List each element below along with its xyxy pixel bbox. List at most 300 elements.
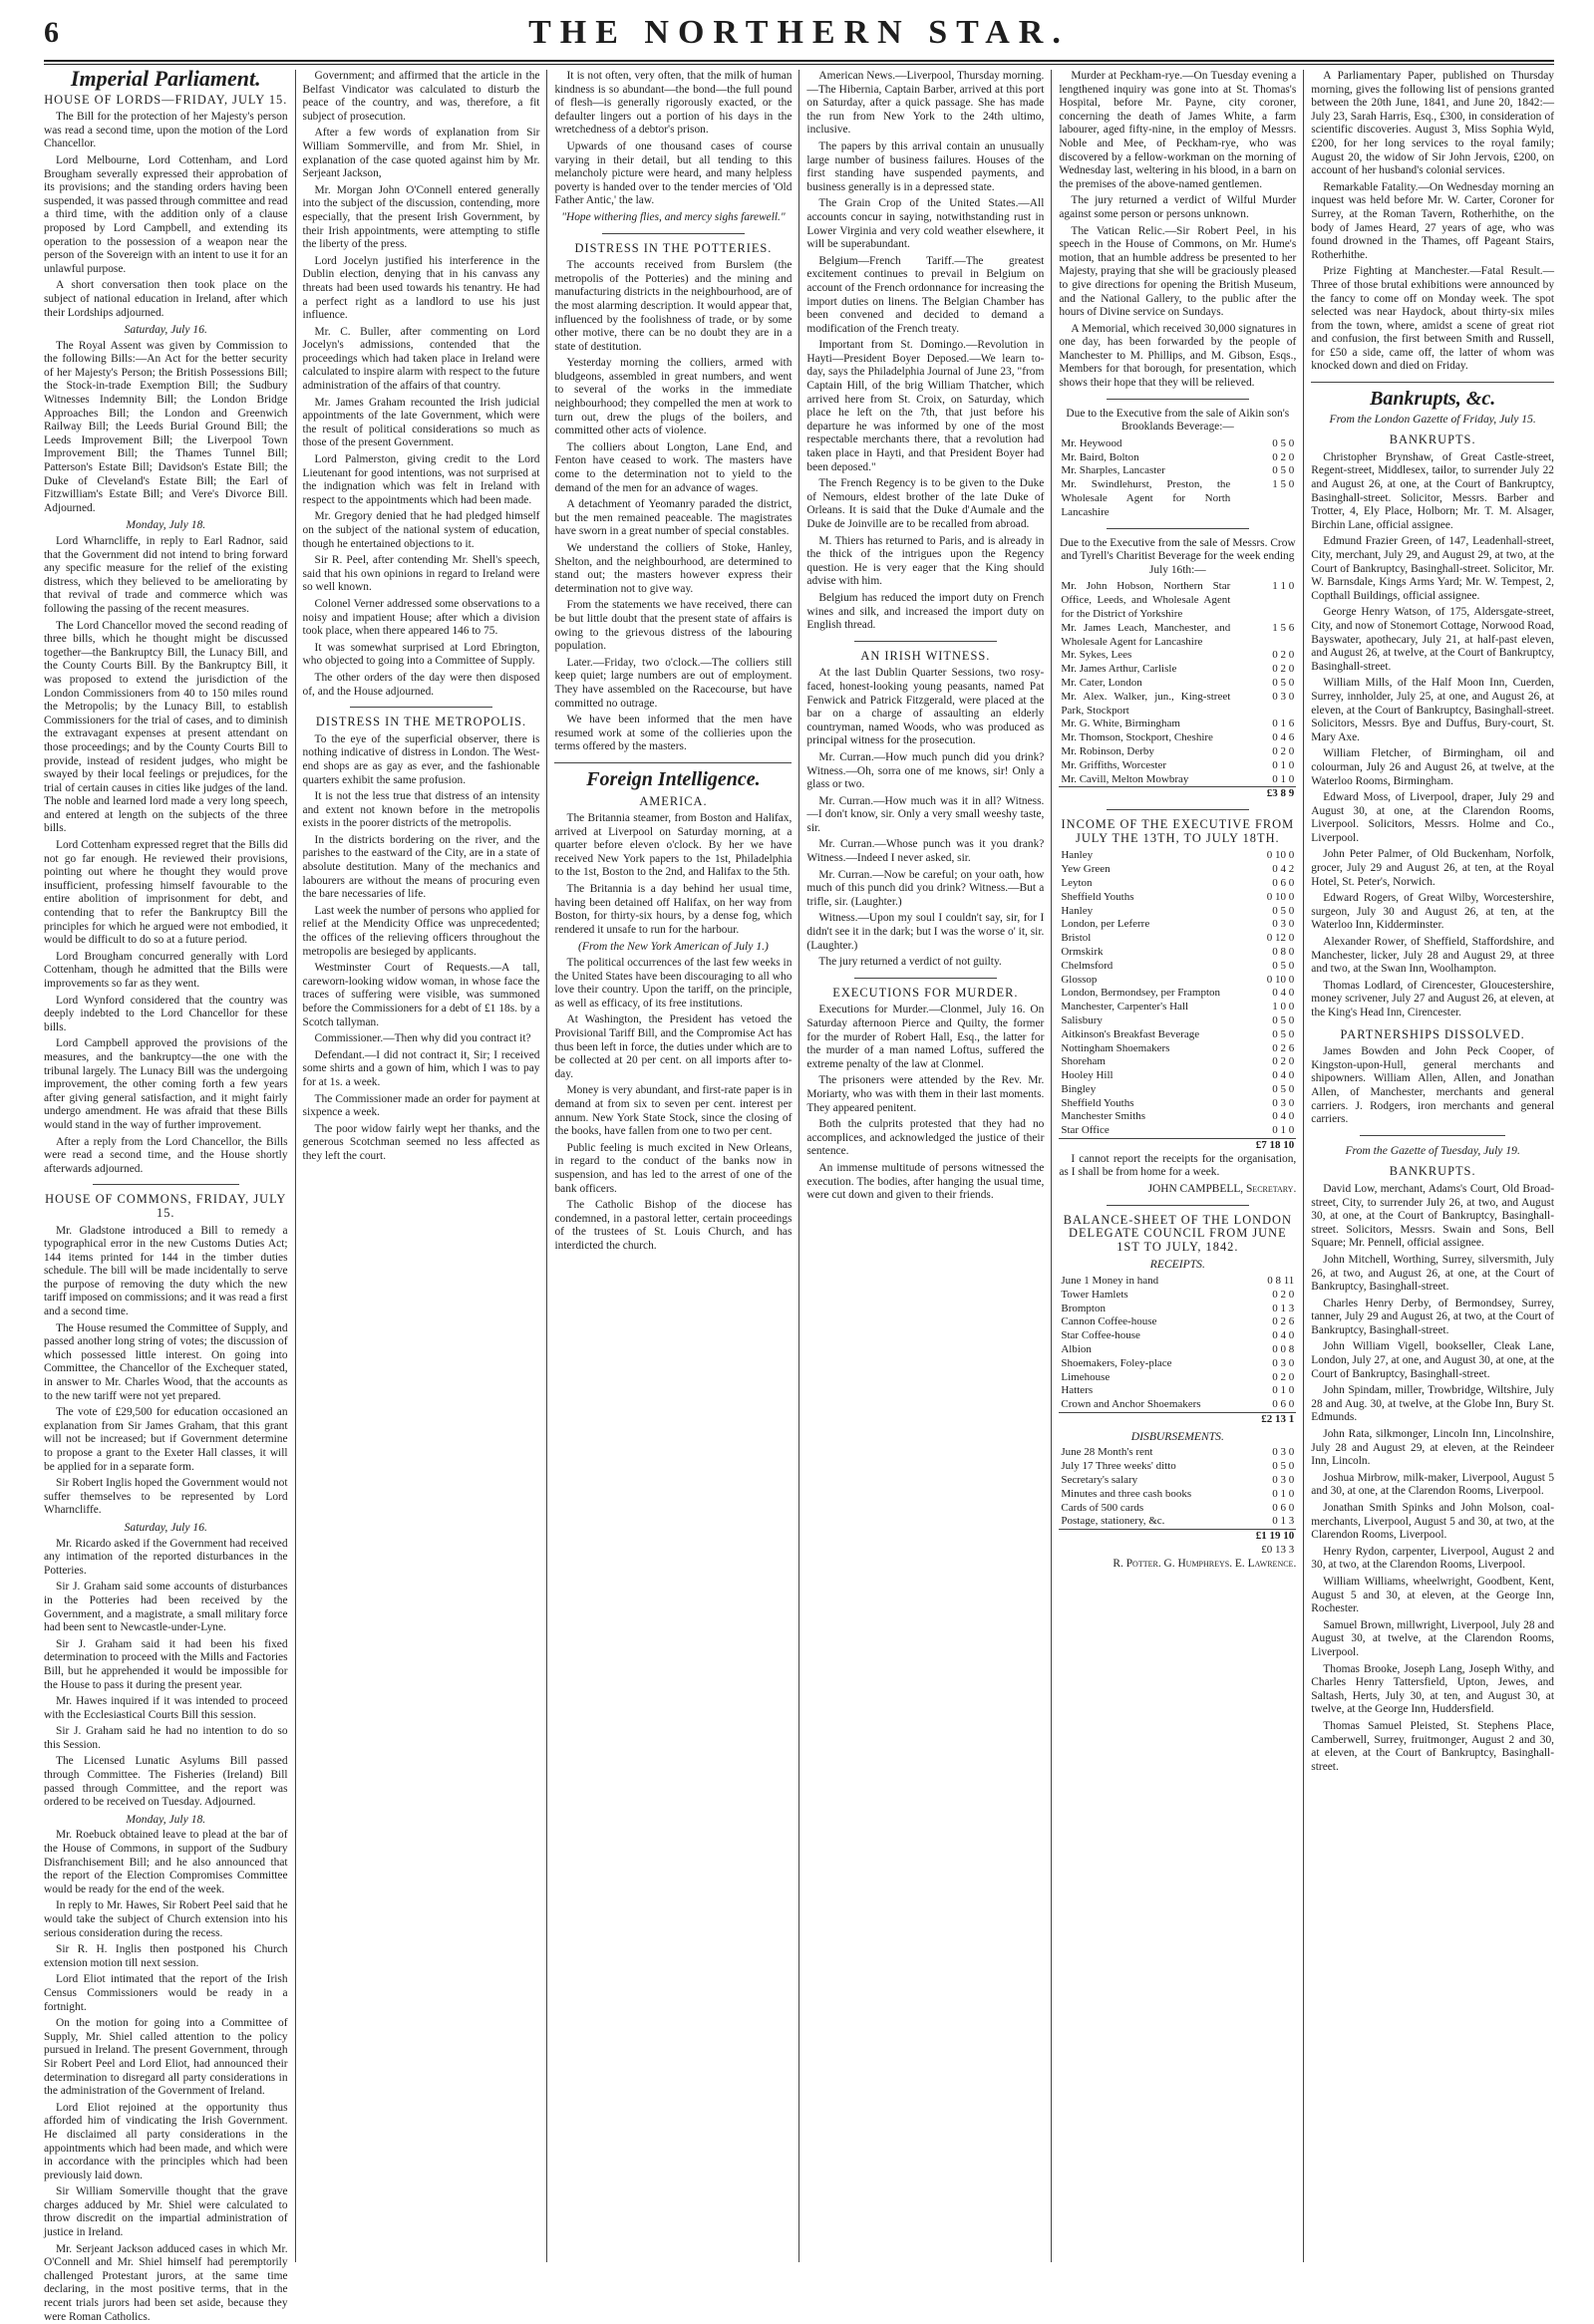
- account-row: [1059, 1371, 1296, 1385]
- account-label: Bingley: [1061, 1082, 1097, 1095]
- paragraph: Henry Rydon, carpenter, Liverpool, August 2 and 30, at two, at the Clarendon Rooms, Liverpool.: [1311, 1545, 1555, 1572]
- paragraph: The jury returned a verdict of not guilty.: [818, 956, 1002, 969]
- account-row: [1059, 877, 1296, 891]
- account-row: [1059, 1055, 1296, 1069]
- page-header: [44, 14, 1554, 58]
- account-row: [1059, 731, 1296, 745]
- paragraph: Mr. James Graham recounted the Irish judicial appointments of the late Government, which were the result of political considerations so much as those of the present Government.: [302, 396, 540, 449]
- paragraph: William Williams, wheelwright, Goodbent, Kent, August 5 and 30, at eleven, at the George Inn, Rochester.: [1311, 1575, 1555, 1615]
- paragraph: The Lord Chancellor moved the second reading of three bills, which he thought might be discussed together—the Bankruptcy Bill, the Lunacy Bill, and the County Courts Bill. By the Bankruptcy Bill, it was proposed to extend the jurisdiction of the London Commissioners from 40 to 150 miles round the Metropolis; by the Lunacy Bill, to establish Commissioners for the trial of cases, and to diminish the extravagant expenses at present attendant on those proceedings; and by the County Courts Bill to provide, instead of resident judges, who might be swayed by their local feelings or prejudices, for the trial of certain causes in cities like judges of the land. The noble and learned lord made a very long speech, and entered at length on the subjects of the three bills.: [44, 619, 288, 835]
- paragraph: On the motion for going into a Committee of Supply, Mr. Shiel called attention to the policy pursued in Ireland. The present Government, through Sir Robert Peel and Lord Eliot, had announced their determination to disregard all party considerations in the administration of the Government of Ireland.: [44, 2017, 288, 2098]
- income-table: [1059, 849, 1296, 1153]
- account-amount: 0 3 0: [1272, 1446, 1295, 1459]
- heading-foreign-intelligence: Foreign Intelligence.: [586, 767, 761, 790]
- paragraph: Lord Palmerston, giving credit to the Lord Lieutenant for good intentions, was not surprised at the indignation which was felt in Ireland with respect to the appointments which had been made.: [302, 453, 540, 506]
- gazette-subheading: From the Gazette of Tuesday, July 19.: [1345, 1143, 1520, 1157]
- paragraph: Mr. C. Buller, after commenting on Lord Jocelyn's admissions, contended that the proceedings which had taken place in Ireland were calculated to inspire alarm with respect to the future administration of the affairs of that country.: [302, 325, 540, 393]
- receipts-subheading: RECEIPTS.: [1149, 1258, 1205, 1272]
- paragraph: Executions for Murder.—Clonmel, July 16. On Saturday afternoon Pierce and Quilty, the former for the murder of Robert Hall, Esq., the latter for the murder of a man named Loftus, suffered the extreme penalty of the law at Clonmel.: [806, 1004, 1045, 1070]
- account-label: Mr. Cavill, Melton Mowbray: [1061, 772, 1189, 785]
- account-amount: 0 1 0: [1272, 758, 1295, 771]
- paragraph: We have been informed that the men have resumed work at some of the collieries upon the terms offered by the masters.: [554, 714, 793, 753]
- paragraph: A Parliamentary Paper, published on Thursday morning, gives the following list of pensions granted between the 20th June, 1841, and June 20, 1842:—July 23, Sarah Harris, Esq., £300, in consideration of scientific discoveries. August 3, Miss Sophia Wyld, £200, for her long services to the royal family; August 20, the widow of Sir John Jervois, £200, on account of her husband's colonial services.: [1311, 70, 1555, 177]
- paragraph: Last week the number of persons who applied for relief at the Mendicity Office was unprecedented; the offices of the relieving officers throughout the metropolis are besieged by applicants.: [302, 904, 540, 958]
- section-title-parliament: Imperial Parliament.: [70, 66, 261, 91]
- account-label: Limehouse: [1061, 1370, 1111, 1383]
- account-row: [1059, 1028, 1296, 1042]
- paragraph: To the eye of the superficial observer, there is nothing indicative of distress in London. The West-end shops are as gay as ever, and the fashionable quarters exhibit the same profusion.: [302, 732, 540, 786]
- heading-income-executive: INCOME OF THE EXECUTIVE FROM JULY THE 13TH, TO JULY 18TH.: [1061, 817, 1295, 845]
- heading-bankrupts: Bankrupts, &c.: [1370, 388, 1496, 411]
- quotation: "Hope withering flies, and mercy sighs farewell.": [561, 210, 786, 223]
- disbursements-subheading: DISBURSEMENTS.: [1130, 1429, 1224, 1443]
- account-amount: 0 2 0: [1272, 649, 1295, 662]
- paragraph: Edmund Frazier Green, of 147, Leadenhall-street, City, merchant, July 29, and August 29, at two, at the Court of Bankruptcy, Basinghall-street. Solicitor, Mr. W. Barnsdale, Kings Arms Yard; Mr. W. Tempest, 2, Copthall Buildings, official assignee.: [1311, 535, 1555, 602]
- account-label: Hooley Hill: [1061, 1069, 1114, 1082]
- column-3: [546, 70, 798, 2262]
- divider: [554, 762, 792, 763]
- heading-america: AMERICA.: [639, 793, 708, 808]
- divider: [602, 233, 745, 234]
- paragraph: Remarkable Fatality.—On Wednesday morning an inquest was held before Mr. W. Carter, Coroner for Surrey, at the Roman Tavern, Rotherhithe, on the body of James Heard, 27 years of age, who was found drowned in the Thames, off Pageant Stairs, Rotherhithe.: [1311, 180, 1555, 261]
- account-row: [1059, 1488, 1296, 1502]
- account-row: [1059, 1502, 1296, 1516]
- paragraph: William Fletcher, of Birmingham, oil and colourman, July 26 and August 26, at twelve, at the Waterloo Rooms, Birmingham.: [1311, 747, 1555, 787]
- account-row: [1059, 1083, 1296, 1097]
- paragraph: Prize Fighting at Manchester.—Fatal Result.—Three of those brutal exhibitions were announced by the fancy to come off on Monday week. The spot selected was near Haydock, about thirty-six miles from the town, where, amidst a scene of great riot and confusion, the first between Smith and Russell, for £50 a side, came off, the latter of whom was knocked down and died on Friday.: [1311, 265, 1555, 373]
- account-label: Secretary's salary: [1061, 1473, 1138, 1486]
- account-amount: 0 10 0: [1266, 890, 1295, 903]
- account-label: Tower Hamlets: [1061, 1288, 1128, 1301]
- account-label: Aitkinson's Breakfast Beverage: [1061, 1027, 1200, 1040]
- account-amount: 0 1 0: [1272, 1487, 1295, 1500]
- paragraph: Public feeling is much excited in New Orleans, in regard to the conduct of the banks now in suspension, and has led to the arrest of one of the bank officers.: [554, 1141, 793, 1195]
- paragraph: The Vatican Relic.—Sir Robert Peel, in his speech in the House of Commons, on Mr. Hume's motion, that an humble address be presented to her Majesty, praying that she will be graciously pleased to give directions for opening the British Museum, and the National Gallery, to the public after the hours of Divine service on Sundays.: [1059, 224, 1297, 319]
- account-amount: 0 1 0: [1272, 1384, 1295, 1397]
- account-row: [1059, 1446, 1296, 1460]
- account-label: Yew Green: [1061, 863, 1111, 876]
- account-amount: 0 1 0: [1272, 772, 1295, 785]
- paragraph: The colliers about Longton, Lane End, and Fenton have ceased to work. The masters have come to the determination not to yield to the demand of the men for an advance of wages.: [554, 440, 793, 494]
- paragraph: Lord Jocelyn justified his interference in the Dublin election, denying that in his canvass any threats had been used towards his tenantry. He had a perfect right as a landlord to use his just influence.: [302, 254, 540, 322]
- account-row: [1059, 580, 1296, 621]
- account-row: [1059, 1315, 1296, 1329]
- account-label: Mr. Sharples, Lancaster: [1061, 464, 1165, 477]
- account-amount: 0 1 3: [1272, 1515, 1295, 1528]
- paragraph: The political occurrences of the last few weeks in the United States have been discouraging to all who love their country. Upon the tariff, on the principle, as well as efficacy, of its free institutions.: [554, 957, 793, 1010]
- account-label: Bristol: [1061, 932, 1092, 945]
- paragraph: Lord Wharncliffe, in reply to Earl Radnor, said that the Government did not intend to bring forward any specific measure for the relief of the existing distress, which they believed to be ameliorating by that revival of trade and commerce which was following the passing of the recent measures.: [44, 535, 288, 615]
- paragraph: Sir J. Graham said some accounts of disturbances in the Potteries had been received by the Government, and a magistrate, a small military force had been sent to Newcastle-under-Lyne.: [44, 1581, 288, 1634]
- balance-in-hand: £0 13 3: [1261, 1543, 1295, 1556]
- divider: [1107, 809, 1249, 810]
- account-row: [1059, 932, 1296, 946]
- account-row: [1059, 974, 1296, 988]
- account-label: Glossop: [1061, 973, 1098, 986]
- paragraph: The Licensed Lunatic Asylums Bill passed through Committee. The Fisheries (Ireland) Bill passed through Committee, and the report was ordered to be received on Tuesday. Adjourned.: [44, 1755, 288, 1809]
- account-amount: 1 5 6: [1272, 621, 1295, 634]
- account-label: June 1 Money in hand: [1061, 1275, 1159, 1288]
- account-amount: 0 5 0: [1272, 904, 1295, 917]
- account-amount: 0 6 0: [1272, 1501, 1295, 1514]
- paragraph: Mr. Curran.—Now be careful; on your oath, how much of this punch did you drink? Witness.—But a trifle, sir. (Laughter.): [806, 868, 1045, 908]
- paragraph: Edward Moss, of Liverpool, draper, July 29 and August 30, at one, at the Clarendon Rooms, Liverpool. Solicitors, Messrs. Holme and Co., Liverpool.: [1311, 791, 1555, 844]
- account-row: [1059, 663, 1296, 677]
- heading-irish-witness: AN IRISH WITNESS.: [860, 648, 991, 663]
- paragraph: The poor widow fairly wept her thanks, and the generous Scotchman seemed no less affected as they left the court.: [302, 1122, 540, 1162]
- column-5: [1051, 70, 1303, 2262]
- account-amount: 0 5 0: [1272, 1082, 1295, 1095]
- account-row: [1059, 891, 1296, 905]
- account-row: [1059, 691, 1296, 719]
- account-amount: 0 2 0: [1272, 1055, 1295, 1068]
- account-label: Salisbury: [1061, 1014, 1103, 1026]
- paragraph: Mr. Morgan John O'Connell entered generally into the subject of the discussion, contending, more especially, that the present Irish Government, by their Irish appointments, were attempting to stifle the liberty of the press.: [302, 183, 540, 251]
- paragraph: Westminster Court of Requests.—A tall, careworn-looking widow woman, in whose face the traces of suffering were visible, was summoned before the Commissioners for a debt of £1 18s. by a Scotch tallyman.: [302, 962, 540, 1028]
- account-label: Mr. Sykes, Lees: [1061, 649, 1132, 662]
- account-label: Mr. Alex. Walker, jun., King-street Park, Stockport: [1061, 690, 1231, 717]
- account-label: Cannon Coffee-house: [1061, 1315, 1157, 1328]
- header-rule: [44, 60, 1554, 62]
- paragraph: John Mitchell, Worthing, Surrey, silversmith, July 26, at two, and August 26, at one, at the Court of Bankruptcy, Basinghall-street.: [1311, 1253, 1555, 1294]
- account-amount: 0 2 6: [1272, 1315, 1295, 1328]
- account-amount: 0 1 3: [1272, 1302, 1295, 1314]
- heading-distress-potteries: DISTRESS IN THE POTTERIES.: [574, 240, 773, 255]
- divider: [93, 1184, 239, 1185]
- paragraph: Commissioner.—Then why did you contract it?: [314, 1032, 531, 1045]
- account-row: [1059, 905, 1296, 919]
- paragraph: It is not the less true that distress of an intensity and extent not known before in the metropolis exists in the poorer districts of the metropolis.: [302, 790, 540, 830]
- paragraph: Thomas Brooke, Joseph Lang, Joseph Withy, and Charles Henry Tattersfield, Upton, Jewes, and Saltash, Herts, July 30, at ten, and August 30, at twelve, at the George Inn, Huddersfield.: [1311, 1662, 1555, 1716]
- paragraph: From the statements we have received, there can be but little doubt that the present state of affairs is owing to the grievous distress of the labouring population.: [554, 599, 793, 653]
- account-amount: 0 5 0: [1272, 464, 1295, 477]
- account-label: Sheffield Youths: [1061, 890, 1134, 903]
- account-amount: 0 1 6: [1272, 718, 1295, 730]
- account-amount: 0 2 6: [1272, 1041, 1295, 1054]
- account-amount: 0 5 0: [1272, 676, 1295, 689]
- column-2: [295, 70, 547, 2262]
- paragraph: John Rata, silkmonger, Lincoln Inn, Lincolnshire, July 28 and August 29, at eleven, at the Reindeer Inn, Lincoln.: [1311, 1428, 1555, 1468]
- paragraph: Jonathan Smith Spinks and John Molson, coal-merchants, Liverpool, August 5 and 30, at two, at the Clarendon Rooms, Liverpool.: [1311, 1502, 1555, 1542]
- paragraph: Lord Brougham concurred generally with Lord Cottenham, though he admitted that the Bills were improvements so far as they went.: [44, 950, 288, 990]
- account-label: Mr. Heywood: [1061, 436, 1122, 449]
- account-row: [1059, 1343, 1296, 1357]
- paragraph: The Grain Crop of the United States.—All accounts concur in saying, notwithstanding rust in Lower Virginia and very cold weather elsewhere, it will be superabundant.: [806, 197, 1045, 251]
- paragraph: The House resumed the Committee of Supply, and passed another long string of votes; the discussion of which possessed little interest. On going into Committee, the Chancellor of the Exchequer stated, in answer to Mr. Charles Wood, that the accounts as to the new tariff were not yet prepared.: [44, 1321, 288, 1402]
- account-amount: 0 4 6: [1272, 731, 1295, 744]
- paragraph: Mr. Hawes inquired if it was intended to proceed with the Ecclesiastical Courts Bill this session.: [44, 1695, 288, 1721]
- paragraph: The Britannia is a day behind her usual time, having been detained off Halifax, on her way from Boston, for thirty-six hours, by a dense fog, which rendered it unsafe to run for the harbour.: [554, 883, 793, 936]
- paragraph: The Catholic Bishop of the diocese has condemned, in a pastoral letter, certain proceedings of the trustees of St. Louis Church, and has interdicted the church.: [554, 1199, 793, 1252]
- newspaper-title: THE NORTHERN STAR.: [528, 14, 1070, 51]
- paragraph: At Washington, the President has vetoed the Provisional Tariff Bill, and the Compromise Act has thus been left in force, the duties under which are to be collected at 20 per cent. on all imports after to-day.: [554, 1014, 793, 1080]
- paragraph: At the last Dublin Quarter Sessions, two rosy-faced, honest-looking young peasants, named Pat Fenwick and Patrick Fitzgerald, were placed at the bar on a charge of assaulting an elderly countryman, named Woods, who was produced as principal witness for the prosecution.: [806, 667, 1045, 747]
- divider: [1107, 528, 1249, 529]
- account-row: [1059, 1398, 1296, 1412]
- account-amount: 0 2 0: [1272, 450, 1295, 463]
- account-row: [1059, 946, 1296, 960]
- paragraph: Witness.—Upon my soul I couldn't say, sir, for I didn't see it in the dark; but I was the worse o' it, sir. (Laughter.): [806, 912, 1045, 952]
- paragraph: After a few words of explanation from Sir William Sommerville, and from Mr. Shiel, in explanation of the case quoted against him by Mr. Serjeant Jackson,: [302, 127, 540, 180]
- account-row: [1059, 1042, 1296, 1056]
- account-row: [1059, 437, 1296, 451]
- account-amount: 0 8 11: [1267, 1275, 1295, 1288]
- paragraph: Sir William Somerville thought that the grave charges adduced by Mr. Shiel were calculated to throw discredit on the impartial administration of justice in Ireland.: [44, 2185, 288, 2239]
- paragraph: Sir R. Peel, after contending Mr. Shell's speech, said that his own opinions in regard to Ireland were so well known.: [302, 554, 540, 594]
- account-label: Mr. G. White, Birmingham: [1061, 718, 1180, 730]
- date-subheading: Saturday, July 16.: [124, 1520, 207, 1534]
- account-amount: 0 3 0: [1272, 690, 1295, 703]
- paragraph: The accounts received from Burslem (the metropolis of the Potteries) and the mining and manufacturing districts in the neighbourhood, are of the most alarming description. It would appear that, influenced by the foolishness of trade, or by some other motive, there can be no doubt they are in a state of destitution.: [554, 259, 793, 353]
- divider: [1107, 1205, 1249, 1206]
- signature: JOHN CAMPBELL, Secretary.: [1147, 1183, 1297, 1196]
- paragraph: In reply to Mr. Hawes, Sir Robert Peel said that he would take the subject of Church extension into his serious consideration during the recess.: [44, 1899, 288, 1939]
- account-label: Leyton: [1061, 876, 1093, 889]
- paragraph: William Mills, of the Half Moon Inn, Cuerden, Surrey, innholder, July 25, at one, and August 26, at eleven, at the Court of Bankruptcy, Basinghall-street. Solicitors, Messrs. Bye and Duffus, Bury-court, St. Mary Axe.: [1311, 677, 1555, 743]
- account-amount: 0 1 0: [1272, 1124, 1295, 1137]
- account-amount: 0 10 0: [1266, 973, 1295, 986]
- date-subheading: Saturday, July 16.: [124, 323, 207, 337]
- paragraph: Yesterday morning the colliers, armed with bludgeons, assembled in great numbers, and went to several of the works in the immediate neighbourhood; they compelled the men at work to turn out, drew the plugs of the boilers, and committed other acts of violence.: [554, 357, 793, 437]
- account-label: Mr. James Leach, Manchester, and Wholesale Agent for Lancashire: [1061, 621, 1231, 648]
- paragraph: The other orders of the day were then disposed of, and the House adjourned.: [302, 671, 540, 698]
- account-row: [1059, 649, 1296, 663]
- account-row: [1059, 1015, 1296, 1028]
- paragraph: The Britannia steamer, from Boston and Halifax, arrived at Liverpool on Saturday morning, at a quarter before eleven o'clock. By her we have received New York papers to the 1st, Philadelphia to the 1st, Boston to the 2nd, and Halifax to the 5th.: [554, 812, 793, 879]
- paragraph: Lord Cottenham expressed regret that the Bills did not go far enough. He reviewed their provisions, pointing out where he thought they would prove insufficient, professing himself favourable to the entire abolition of imprisonment for debt, and contending that to refer the Bankruptcy Bill the principles for which he argued were not embodied, it would be difficult to do so at a future period.: [44, 839, 288, 947]
- account-row: [1059, 1124, 1296, 1138]
- account-table-crow-tyrell: [1059, 580, 1296, 801]
- paragraph: Thomas Samuel Pleisted, St. Stephens Place, Camberwell, Surrey, fruitmonger, August 2 and 30, at eleven, at the Court of Bankruptcy, Basinghall-street.: [1311, 1719, 1555, 1773]
- account-amount: 0 3 0: [1272, 1473, 1295, 1486]
- account-label: Hanley: [1061, 849, 1094, 862]
- paragraph: In the districts bordering on the river, and the parishes to the eastward of the City, are in a state of absolute destitution. Many of the mechanics and labourers are without the means of procuring even the bare necessaries of life.: [302, 833, 540, 901]
- account-table-aikinson: [1059, 437, 1296, 520]
- column-1: [44, 66, 295, 2323]
- paragraph: Upwards of one thousand cases of course varying in their detail, but all tending to this melancholy picture were heard, and many helpless poverty is handed over to the tender mercies of 'Old Father Antic,' the law.: [554, 140, 793, 207]
- account-amount: 0 2 0: [1272, 1288, 1295, 1301]
- account-amount: 0 6 0: [1272, 1398, 1295, 1411]
- paragraph: American News.—Liverpool, Thursday morning.—The Hibernia, Captain Barber, arrived at this port on Saturday, after a quick passage. She has made the run from New York to the 24th ultimo, inclusive.: [806, 70, 1045, 137]
- account-label: Albion: [1061, 1343, 1092, 1356]
- divider: [1311, 382, 1554, 383]
- account-label: Manchester, Carpenter's Hall: [1061, 1001, 1189, 1014]
- account-amount: 0 8 0: [1272, 945, 1295, 958]
- signatures: R. Potter. G. Humphreys. E. Lawrence.: [1113, 1557, 1297, 1570]
- account-label: Manchester Smiths: [1061, 1110, 1145, 1123]
- paragraph: Lord Eliot intimated that the report of the Irish Census Commissioners would be ready in a fortnight.: [44, 1973, 288, 2013]
- account-label: London, per Leferre: [1061, 918, 1150, 931]
- account-row: [1059, 849, 1296, 863]
- account-amount: 0 6 0: [1272, 876, 1295, 889]
- paragraph: A detachment of Yeomanry paraded the district, but the men remained peaceable. The magistrates have sworn in a great number of special constables.: [554, 498, 793, 538]
- account-row: [1059, 1069, 1296, 1083]
- account-row: [1059, 1357, 1296, 1371]
- account-label: Brompton: [1061, 1302, 1106, 1314]
- paragraph: It is not often, very often, that the milk of human kindness is so abundant—the bond—the full pound of flesh—is generally rigorously exacted, or the defaulter lingers out a portion of his days in the wretchedness of a debtor's prison.: [554, 70, 793, 137]
- account-row: [1059, 1329, 1296, 1343]
- account-amount: 0 3 0: [1272, 1096, 1295, 1109]
- account-label: Crown and Anchor Shoemakers: [1061, 1398, 1201, 1411]
- divider: [854, 641, 997, 642]
- account-row: [1059, 773, 1296, 787]
- divider: [350, 707, 492, 708]
- account-label: Chelmsford: [1061, 959, 1114, 972]
- paragraph: John Spindam, miller, Trowbridge, Wiltshire, July 28 and Aug. 30, at twelve, at the Globe Inn, Bury St. Edmunds.: [1311, 1384, 1555, 1424]
- paragraph: Sir R. H. Inglis then postponed his Church extension motion till next session.: [44, 1943, 288, 1969]
- account-row: [1059, 1303, 1296, 1316]
- paragraph: Mr. Roebuck obtained leave to plead at the bar of the House of Commons, in support of the Sudbury Disfranchisement Bill; and he also announced that the report of the Election Compromises Committee would be ready for the end of the week.: [44, 1829, 288, 1895]
- paragraph: Mr. Curran.—Whose punch was it you drank? Witness.—Indeed I never asked, sir.: [806, 838, 1045, 865]
- paragraph: John Peter Palmer, of Old Buckenham, Norfolk, grocer, July 29 and August 26, at ten, at the Royal Hotel, St. Peter's, Norwich.: [1311, 848, 1555, 888]
- paragraph: The Commissioner made an order for payment at sixpence a week.: [302, 1092, 540, 1119]
- paragraph: I cannot report the receipts for the organisation, as I shall be from home for a week.: [1059, 1152, 1297, 1179]
- paragraph: James Bowden and John Peck Cooper, of Kingston-upon-Hull, general merchants and shipowners. William Allen, Allen, and Jonathan Allen, of Manchester, merchants and general carriers. J. Rodgers, iron merchants and general carriers.: [1311, 1045, 1555, 1126]
- disbursements-total: £1 19 10: [1232, 1530, 1296, 1544]
- heading-distress-metropolis: DISTRESS IN THE METROPOLIS.: [315, 715, 527, 729]
- paragraph: Belgium—French Tariff.—The greatest excitement continues to prevail in Belgium on account of the French ordonnance for increasing the import duties on linens. The Belgian Chamber has been convened and decided to demand a modification of the French treaty.: [806, 254, 1045, 335]
- account-row: [1059, 863, 1296, 877]
- heading-partnerships: PARTNERSHIPS DISSOLVED.: [1340, 1026, 1525, 1041]
- account-row: [1059, 1474, 1296, 1488]
- account-row: [1059, 960, 1296, 974]
- paragraph: Joshua Mirbrow, milk-maker, Liverpool, August 5 and 30, at one, at the Clarendon Rooms, Liverpool.: [1311, 1471, 1555, 1498]
- account-label: Mr. Griffiths, Worcester: [1061, 758, 1166, 771]
- account-label: Mr. Thomson, Stockport, Cheshire: [1061, 731, 1213, 744]
- account-row: [1059, 1460, 1296, 1474]
- account-row: [1059, 1275, 1296, 1289]
- account-row: [1059, 464, 1296, 478]
- paragraph: Samuel Brown, millwright, Liverpool, July 28 and August 30, at twelve, at the Clarendon Rooms, Liverpool.: [1311, 1618, 1555, 1658]
- account-amount: 0 12 0: [1266, 932, 1295, 945]
- paragraph: Mr. Gregory denied that he had pledged himself on the subject of the national system of education, though he entertained objections to it.: [302, 510, 540, 550]
- account-amount: 0 2 0: [1272, 744, 1295, 757]
- account-amount: 1 0 0: [1272, 1001, 1295, 1014]
- divider: [1360, 1135, 1505, 1136]
- account-label: Minutes and three cash books: [1061, 1487, 1192, 1500]
- account-amount: 0 10 0: [1266, 849, 1295, 862]
- account-label: Mr. Swindlehurst, Preston, the Wholesale Agent for North Lancashire: [1061, 478, 1231, 518]
- paragraph: David Low, merchant, Adams's Court, Old Broad-street, City, to surrender July 26, at two, and August 30, at one, at the Court of Bankruptcy, Basinghall-street. Solicitors, Messrs. Swain and Sons, Bell Square; Mr. Pennell, official assignee.: [1311, 1182, 1555, 1250]
- page-number: 6: [44, 16, 59, 49]
- paragraph: Sir Robert Inglis hoped the Government would not suffer themselves to be represented by Lord Wharncliffe.: [44, 1477, 288, 1517]
- paragraph: M. Thiers has returned to Paris, and is already in the thick of the intrigues upon the Regency question. He is very eager that the King should advise with him.: [806, 534, 1045, 588]
- paragraph: Alexander Rower, of Sheffield, Staffordshire, and Manchester, licker, July 28 and August 29, at three and two, at the Swan Inn, Woolhampton.: [1311, 936, 1555, 976]
- account-label: June 28 Month's rent: [1061, 1446, 1153, 1459]
- paragraph: A Memorial, which received 30,000 signatures in one day, has been forwarded by the people of Manchester to M. Phillips, and M. Gibson, Esqs., Members for that borough, for presentation, which shows their hope that they will be relieved.: [1059, 322, 1297, 390]
- paragraph: After a reply from the Lord Chancellor, the Bills were read a second time, and the House shortly afterwards adjourned.: [44, 1135, 288, 1175]
- paragraph: An immense multitude of persons witnessed the execution. The bodies, after hanging the usual time, were cut down and given to their friends.: [806, 1161, 1045, 1202]
- paragraph: Lord Wynford considered that the country was deeply indebted to the Lord Chancellor for these bills.: [44, 994, 288, 1033]
- column-6: [1303, 70, 1554, 2262]
- heading-executions: EXECUTIONS FOR MURDER.: [832, 985, 1019, 1000]
- account-row: [1059, 1515, 1296, 1529]
- account-amount: 0 4 0: [1272, 1329, 1295, 1342]
- heading-bankrupts-list: BANKRUPTS.: [1389, 1164, 1476, 1179]
- account-heading: Due to the Executive from the sale of Messrs. Crow and Tyrell's Charitist Beverage for the week ending July 16th:—: [1060, 536, 1296, 576]
- account-amount: 1 1 0: [1272, 580, 1295, 593]
- account-label: Sheffield Youths: [1061, 1096, 1134, 1109]
- account-amount: 0 4 0: [1272, 987, 1295, 1000]
- account-amount: 1 5 0: [1272, 478, 1295, 491]
- gazette-subheading: From the London Gazette of Friday, July 15.: [1329, 412, 1536, 426]
- paragraph: The papers by this arrival contain an unusually large number of business failures. Houses of the first standing have suspended payments, and business generally is in a depressed state.: [806, 140, 1045, 193]
- paragraph: The Royal Assent was given by Commission to the following Bills:—An Act for the better security of her Majesty's Person; the British Possessions Bill; the Stock-in-trade Exemption Bill; the Sudbury Witnesses Indemnity Bill; the London Bridge Approaches Bill; the London and Greenwich Railway Bill; the Leeds Burial Ground Bill; the Leeds Improvement Bill; the Liverpool Town Improvement Bill; the Thames Tunnel Bill; Patterson's Estate Bill; Davidson's Estate Bill; the Duke of Cleveland's Estate Bill; the Earl of Fitzwilliam's Estate Bill; and Vere's Divorce Bill. Adjourned.: [44, 339, 288, 514]
- account-label: Mr. Robinson, Derby: [1061, 744, 1154, 757]
- account-amount: 0 3 0: [1272, 918, 1295, 931]
- account-label: Mr. John Hobson, Northern Star Office, Leeds, and Wholesale Agent for the District of Yorkshire: [1061, 580, 1231, 620]
- paragraph: Mr. Gladstone introduced a Bill to remedy a typographical error in the new Customs Duties Act; 144 items printed for 144 in the timber duties schedule. The bill will be made incidentally to serve the purpose of removing the duty which the new tariff imposed on commissions; and it was read a first and a second time.: [44, 1224, 288, 1318]
- account-label: Ormskirk: [1061, 945, 1104, 958]
- account-row: [1059, 451, 1296, 465]
- receipts-table: [1059, 1275, 1296, 1427]
- account-row: [1059, 918, 1296, 932]
- account-amount: 0 5 0: [1272, 1027, 1295, 1040]
- account-amount: 0 4 2: [1272, 863, 1295, 876]
- paragraph: Mr. Ricardo asked if the Government had received any intimation of the reported disturbances in the Potteries.: [44, 1537, 288, 1577]
- paragraph: The vote of £29,500 for education occasioned an explanation from Sir James Graham, that this grant will not be increased; but if Government determine to propose a grant to the Exeter Hall classes, it will be applied for in a separate form.: [44, 1406, 288, 1473]
- paragraph: Christopher Brynshaw, of Great Castle-street, Regent-street, Middlesex, tailor, to surrender July 22 and August 26, at one, at the Court of Bankruptcy, Basinghall-street. Solicitor, Messrs. Barber and Trotter, 4, Ely Place, Holborn; Mr. T. M. Alsager, Birchin Lane, official assignee.: [1311, 450, 1555, 531]
- account-total: £3 8 9: [1232, 787, 1296, 801]
- divider: [854, 978, 997, 979]
- account-amount: 0 4 0: [1272, 1110, 1295, 1123]
- account-row: [1059, 677, 1296, 691]
- account-row: [1059, 1001, 1296, 1015]
- header-rule-thin: [44, 64, 1554, 65]
- account-row: [1059, 1097, 1296, 1111]
- paragraph: Mr. Curran.—How much was it in all? Witness.—I don't know, sir. Only a very small weeshy taste, sir.: [806, 794, 1045, 834]
- heading-house-of-lords: HOUSE OF LORDS—FRIDAY, JULY 15.: [44, 92, 288, 107]
- paragraph: It was somewhat surprised at Lord Ebrington, who objected to going into a Committee of Supply.: [302, 641, 540, 668]
- account-amount: 0 5 0: [1272, 959, 1295, 972]
- account-row: [1059, 478, 1296, 519]
- account-amount: 0 3 0: [1272, 1356, 1295, 1369]
- paragraph: We understand the colliers of Stoke, Hanley, Shelton, and the neighbourhood, are determined to stand out; the masters however express their determination not to give way.: [554, 542, 793, 595]
- account-amount: 0 5 0: [1272, 436, 1295, 449]
- paragraph: The prisoners were attended by the Rev. Mr. Moriarty, who was with them in their last moments. They appeared penitent.: [806, 1074, 1045, 1114]
- account-row: [1059, 1110, 1296, 1124]
- paragraph: A short conversation then took place on the subject of national education in Ireland, after which their Lordships adjourned.: [44, 279, 288, 319]
- account-amount: 0 4 0: [1272, 1069, 1295, 1082]
- paragraph: Money is very abundant, and first-rate paper is in demand at from six to seven per cent. interest per annum. New York State Stock, since the closing of the books, have fallen from one to two per cent.: [554, 1084, 793, 1138]
- account-label: Hatters: [1061, 1384, 1094, 1397]
- account-row: [1059, 987, 1296, 1001]
- account-row: [1059, 745, 1296, 759]
- source-note: (From the New York American of July 1.): [578, 940, 769, 954]
- paragraph: Mr. Curran.—How much punch did you drink? Witness.—Oh, sorra one of me knows, sir! Only a glass or two.: [806, 750, 1045, 791]
- paragraph: Lord Eliot rejoined at the opportunity thus afforded him of vindicating the Irish Government. He disclaimed all party considerations in the appointments which had been made, and which were in accordance with the principles which had been previously laid down.: [44, 2101, 288, 2181]
- income-total: £7 18 10: [1232, 1139, 1296, 1153]
- paragraph: Sir J. Graham said it had been his fixed determination to proceed with the Mills and Factories Bill, but he apprehended it would be impossible for the House to pass it during the present year.: [44, 1637, 288, 1691]
- paragraph: Edward Rogers, of Great Wilby, Worcestershire, surgeon, July 30 and August 26, at ten, at the Waterloo Inn, Kidderminster.: [1311, 892, 1555, 932]
- account-row: [1059, 759, 1296, 773]
- paragraph: Colonel Verner addressed some observations to a noisy and impatient House; after which a division took place, when there appeared 146 to 75.: [302, 597, 540, 638]
- account-label: Shoreham: [1061, 1055, 1106, 1068]
- paragraph: George Henry Watson, of 175, Aldersgate-street, City, and now of Stonemort Cottage, Norwood Road, Bayswater, apothecary, July 21, at half-past eleven, and August 26, at twelve, at the Court of Bankruptcy, Basinghall-street.: [1311, 606, 1555, 673]
- paragraph: Government; and affirmed that the article in the Belfast Vindicator was calculated to disturb the peace of the country, and was, therefore, a fit subject of prosecution.: [302, 70, 540, 123]
- account-amount: 0 2 0: [1272, 663, 1295, 676]
- paragraph: Mr. Serjeant Jackson adduced cases in which Mr. O'Connell and Mr. Shiel himself had peremptorily challenged Protestant jurors, at the same time declaring, in the most positive terms, that in the recent trials jurors had been set aside, because they were Roman Catholics.: [44, 2242, 288, 2323]
- columns: [44, 66, 1555, 2323]
- account-label: Cards of 500 cards: [1061, 1501, 1144, 1514]
- account-row: [1059, 718, 1296, 731]
- account-label: Hanley: [1061, 904, 1094, 917]
- paragraph: Both the culprits protested that they had no accomplices, and acknowledged the justice of their sentence.: [806, 1118, 1045, 1158]
- paragraph: Thomas Lodlard, of Cirencester, Gloucestershire, money scrivener, July 27 and August 26, at eleven, at the King's Head Inn, Cirencester.: [1311, 979, 1555, 1018]
- account-row: [1059, 1289, 1296, 1303]
- account-row: [1059, 1384, 1296, 1398]
- paragraph: Belgium has reduced the import duty on French wines and silk, and increased the import duty on English thread.: [806, 591, 1045, 632]
